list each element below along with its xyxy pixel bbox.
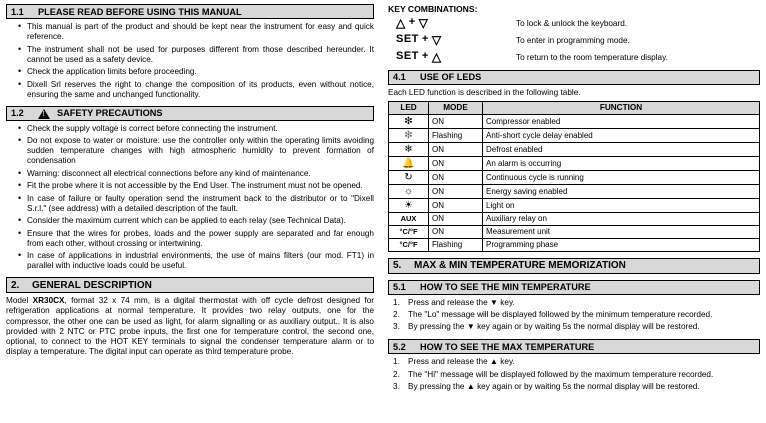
led-function-table [388, 101, 760, 252]
section-header-5-1 [388, 280, 760, 295]
plus-sign: + [408, 16, 416, 28]
up-arrow-icon: △ [431, 49, 442, 64]
led-icon-compressor-flashing: ❇ [389, 128, 429, 142]
table-row [389, 238, 760, 251]
led-mode: ON [429, 170, 483, 184]
list-item: • This manual is part of the product and should be kept near the instrument for easy and quick reference. [20, 22, 374, 42]
led-function: Compressor enabled [483, 114, 760, 128]
warning-triangle-icon [38, 109, 50, 119]
led-mode: ON [429, 114, 483, 128]
list-1-1 [6, 22, 374, 100]
key-combination-keys [388, 33, 516, 45]
led-table-note: Each LED function is described in the following table. [388, 87, 581, 97]
section-title: MAX & MIN TEMPERATURE MEMORIZATION [414, 260, 626, 272]
list-item: • In case of applications in industrial environments, the use of mains filters (our mod. FT1) in parallel with inductive loads could be useful. [20, 251, 374, 271]
up-arrow-icon: △ [396, 16, 406, 30]
table-row [389, 142, 760, 156]
key-combination-row [388, 33, 760, 46]
led-function: Energy saving enabled [483, 184, 760, 198]
section-number: 5. [393, 260, 402, 272]
section-number: 4.1 [393, 72, 406, 83]
list-item: • Check the supply voltage is correct before connecting the instrument. [20, 124, 374, 134]
led-icon-compressor: ❇ [389, 114, 429, 128]
section-title: PLEASE READ BEFORE USING THIS MANUAL [38, 6, 242, 17]
led-icon-alarm-bell: 🔔 [389, 156, 429, 170]
table-header-row [389, 101, 760, 114]
list-item: The "Lo" message will be displayed followed by the minimum temperature recorded. [408, 309, 713, 319]
section-number: 2. [11, 279, 20, 291]
key-combination-keys [388, 50, 516, 62]
list-item: • In case of failure or faulty operation send the instrument back to the distributor or to "Dixell S.r.l." (see address) with a detailed description of the fault. [20, 194, 374, 214]
section-number: 5.2 [393, 341, 406, 352]
list-item: • Warning: disconnect all electrical connections before any kind of maintenance. [20, 169, 374, 179]
led-icon-defrost-snowflake: ❄ [389, 142, 429, 156]
section-header-1-1 [6, 4, 374, 19]
key-combination-description: To lock & unlock the keyboard. [516, 19, 628, 28]
section-title: HOW TO SEE THE MAX TEMPERATURE [420, 341, 595, 352]
list-item: Press and release the ▲ key. [408, 357, 515, 367]
led-icon-continuous-cycle: ↻ [389, 170, 429, 184]
led-mode: ON [429, 156, 483, 170]
list-1-2 [6, 124, 374, 272]
led-mode: Flashing [429, 128, 483, 142]
column-header-led: LED [389, 101, 429, 114]
section-title: USE OF LEDS [420, 72, 482, 83]
list-item: • Fit the probe where it is not accessible by the End User. The instrument must not be opened. [20, 181, 374, 191]
led-function: Defrost enabled [483, 142, 760, 156]
table-row [389, 170, 760, 184]
led-function: An alarm is occurring [483, 156, 760, 170]
led-function: Continuous cycle is running [483, 170, 760, 184]
table-row [389, 212, 760, 225]
steps-min-temperature [388, 298, 760, 333]
table-row [389, 198, 760, 212]
led-label-unit: °C/°F [389, 225, 429, 238]
led-label-aux: AUX [389, 212, 429, 225]
table-row [389, 156, 760, 170]
section-title: HOW TO SEE THE MIN TEMPERATURE [420, 282, 591, 293]
led-mode: ON [429, 212, 483, 225]
list-item: Press and release the ▼ key. [408, 297, 515, 307]
column-header-function: FUNCTION [483, 101, 760, 114]
led-mode: ON [429, 184, 483, 198]
steps-max-temperature [388, 357, 760, 392]
section-number: 5.1 [393, 282, 406, 293]
list-item: By pressing the ▼ key again or by waiting 5s the normal display will be restored. [408, 322, 700, 332]
set-key-label: SET [396, 32, 419, 45]
list-item: By pressing the ▲ key again or by waiting 5s the normal display will be restored. [408, 381, 700, 391]
led-function: Light on [483, 198, 760, 212]
led-mode: ON [429, 198, 483, 212]
led-icon-light: ☀ [389, 198, 429, 212]
key-combination-keys [388, 16, 516, 28]
list-item: • Ensure that the wires for probes, loads and the power supply are separated and far enough from each other, without crossing or intertwining. [20, 229, 374, 249]
down-arrow-icon: ▽ [431, 32, 442, 47]
led-function: Anti-short cycle delay enabled [483, 128, 760, 142]
list-item: • The instrument shall not be used for purposes different from those described hereunder. It cannot be used as a safety device. [20, 45, 374, 65]
para-post: , format 32 x 74 mm, is a digital thermostat with off cycle defrost designed for refrigeration applications at normal temperature. It provides two relay outputs, one for the compressor, the other one can be used as light, for alarm signalling or as auxiliary output.. It is also provided with 2 NTC or PTC probe inputs, the first one for temperature control, the second one, optional, to connect to the HOT KEY terminals to signal the condenser temperature alarm or to display a temperature. The digital input can operate as third temperature probe. [6, 296, 374, 357]
table-row [389, 128, 760, 142]
list-item: • Do not expose to water or moisture: use the controller only within the operating limits avoiding sudden temperature changes with high atmospheric humidity to prevent formation of condensation [20, 136, 374, 166]
list-item: The "Hi" message will be displayed followed by the maximum temperature recorded. [408, 369, 714, 379]
led-function: Programming phase [483, 238, 760, 251]
table-row [389, 184, 760, 198]
section-header-1-2 [6, 106, 374, 121]
led-mode: ON [429, 225, 483, 238]
para-pre: Model [6, 296, 33, 305]
list-item: • Dixell Srl reserves the right to change the composition of its products, even without notice, ensuring the same and unchanged functionality. [20, 80, 374, 100]
set-key-label: SET [396, 49, 419, 62]
key-combination-description: To enter in programming mode. [516, 35, 630, 45]
column-header-mode: MODE [429, 101, 483, 114]
right-column [388, 4, 760, 399]
plus-sign: + [421, 32, 429, 45]
section-number: 1.2 [11, 108, 24, 118]
general-description-paragraph [6, 296, 374, 358]
section-header-5-2 [388, 339, 760, 354]
list-item: • Consider the maximum current which can be applied to each relay (see Technical Data). [20, 216, 374, 226]
key-combinations-title: KEY COMBINATIONS: [388, 4, 478, 14]
section-title: SAFETY PRECAUTIONS [57, 108, 163, 118]
list-item: • Check the application limits before proceeding. [20, 67, 374, 77]
left-column [6, 4, 374, 361]
key-combinations-list [388, 16, 760, 63]
key-combination-row [388, 50, 760, 63]
down-arrow-icon: ▽ [418, 16, 429, 30]
led-label-unit-flashing: °C/°F [389, 238, 429, 251]
model-name: XR30CX [32, 296, 65, 305]
section-header-5 [388, 258, 760, 274]
section-header-4-1 [388, 70, 760, 85]
led-mode: ON [429, 142, 483, 156]
section-header-2 [6, 277, 374, 293]
led-function: Measurement unit [483, 225, 760, 238]
key-combination-description: To return to the room temperature display. [516, 52, 668, 62]
plus-sign: + [421, 49, 429, 62]
led-mode: Flashing [429, 238, 483, 251]
key-combination-row [388, 16, 760, 29]
section-title: GENERAL DESCRIPTION [32, 279, 152, 291]
section-number: 1.1 [11, 6, 24, 17]
led-icon-energy-saving: ☼ [389, 184, 429, 198]
table-row [389, 225, 760, 238]
led-function: Auxiliary relay on [483, 212, 760, 225]
table-row [389, 114, 760, 128]
